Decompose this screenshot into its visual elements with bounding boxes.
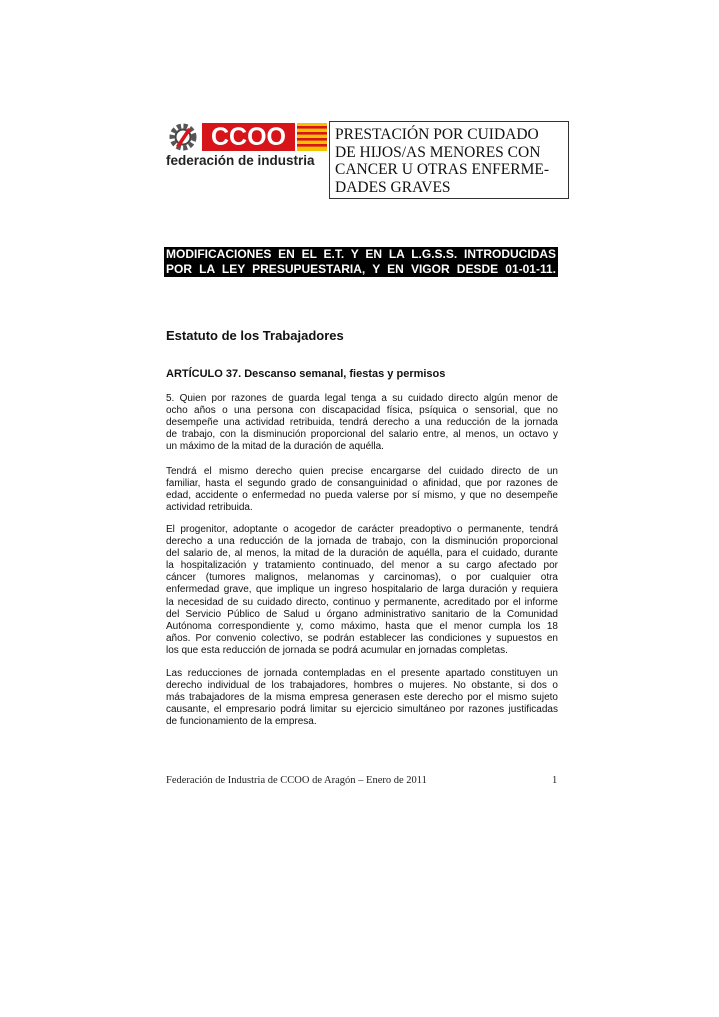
paragraph-line: desempeñe una actividad retribuida, tendrá derecho a una reducción de la jornada xyxy=(166,417,558,429)
paragraph-3 xyxy=(166,524,558,657)
paragraph-line: 5. Quien por razones de guarda legal tenga a su cuidado directo algún menor de xyxy=(166,393,558,404)
paragraph-line: del Servicio Público de Salud u órgano administrativo sanitario de la Comunidad xyxy=(166,608,558,620)
paragraph-2 xyxy=(166,466,558,514)
paragraph-line: la necesidad de su cuidado directo, continuo y permanente, acreditado por el informe xyxy=(166,596,558,608)
footer-text: Federación de Industria de CCOO de Aragón – Enero de 2011 xyxy=(166,775,427,786)
paragraph-line: años. Por convenio colectivo, se podrán establecer las condiciones y supuestos en xyxy=(166,632,558,644)
logo-subtitle: federación de industria xyxy=(166,153,315,168)
paragraph-1 xyxy=(166,393,558,453)
paragraph-line: los que esta reducción de jornada se podrá acumular en jornadas completas. xyxy=(166,644,508,656)
paragraph-line: Las reducciones de jornada contempladas en el presente apartado constituyen un xyxy=(166,668,558,679)
paragraph-line: Autónoma correspondiente y, como máximo, hasta que el menor cumpla los 18 xyxy=(166,620,558,632)
title-line: CANCER U OTRAS ENFERME- xyxy=(335,161,550,178)
paragraph-line: la hospitalización y tratamiento continuado, del menor a su cargo afectado por xyxy=(166,560,558,572)
paragraph-line: derecho individual de los trabajadores, hombres o mujeres. No obstante, si dos o xyxy=(166,680,558,692)
article-heading: ARTÍCULO 37. Descanso semanal, fiestas y permisos xyxy=(166,368,446,380)
gear-icon xyxy=(166,120,200,154)
paragraph-line: derecho a una reducción de la jornada de trabajo, con la disminución proporcional xyxy=(166,536,558,548)
banner-line: POR LA LEY PRESUPUESTARIA, Y EN VIGOR DESDE 01-01-11. xyxy=(166,262,556,276)
paragraph-line: enfermedad grave, que implique un ingreso hospitalario de larga duración y requiera xyxy=(166,584,558,596)
paragraph-line: de funcionamiento de la empresa. xyxy=(166,716,317,728)
banner-line: MODIFICACIONES EN EL E.T. Y EN LA L.G.S.S. INTRODUCIDAS xyxy=(166,247,556,261)
paragraph-line: ocho años o una persona con discapacidad física, psíquica o sensorial, que no xyxy=(166,405,558,417)
paragraph-4 xyxy=(166,668,558,728)
ccoo-brand-box xyxy=(202,123,295,151)
paragraph-line: más trabajadores de la misma empresa generasen este derecho por el mismo sujeto xyxy=(166,692,558,704)
paragraph-line: edad, accidente o enfermedad no pueda valerse por sí mismo, y que no desempeñe xyxy=(166,490,558,502)
paragraph-line: causante, el empresario podrá limitar su ejercicio simultáneo por razones justificadas xyxy=(166,704,558,716)
paragraph-line: de trabajo, con la disminución proporcional del salario entre, al menos, un octavo y xyxy=(166,429,558,441)
title-line: PRESTACIÓN POR CUIDADO xyxy=(335,126,539,143)
paragraph-line: actividad retribuida. xyxy=(166,502,253,514)
paragraph-line: Tendrá el mismo derecho quien precise encargarse del cuidado directo de un xyxy=(166,466,558,477)
paragraph-line: cáncer (tumores malignos, melanomas y carcinomas), o por cualquier otra xyxy=(166,572,558,584)
section-heading: Estatuto de los Trabajadores xyxy=(166,328,344,343)
title-line: DADES GRAVES xyxy=(335,178,451,196)
paragraph-line: del salario de, al menos, la mitad de la duración de aquélla, para el cuidado, durante xyxy=(166,548,558,560)
modifications-banner xyxy=(164,247,558,277)
ccoo-brand-text: CCOO xyxy=(211,123,286,151)
aragon-flag-icon xyxy=(297,123,327,151)
paragraph-line: un máximo de la mitad de la duración de aquélla. xyxy=(166,441,384,453)
paragraph-line: familiar, hasta el segundo grado de consanguinidad o afinidad, que por razones de xyxy=(166,478,558,490)
paragraph-line: El progenitor, adoptante o acogedor de carácter preadoptivo o permanente, tendrá xyxy=(166,524,558,535)
page-number: 1 xyxy=(552,775,558,786)
document-title-box xyxy=(329,121,569,199)
ccoo-logo xyxy=(166,120,316,170)
title-line: DE HIJOS/AS MENORES CON xyxy=(335,143,541,161)
